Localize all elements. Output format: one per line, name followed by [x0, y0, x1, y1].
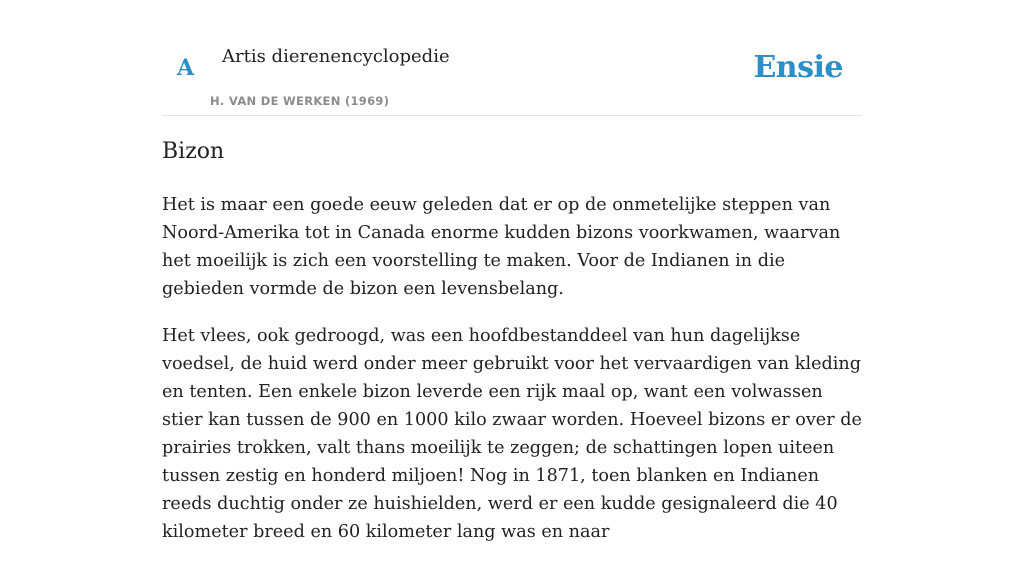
entry-title: Bizon [162, 139, 225, 164]
book-title-link[interactable]: Artis dierenencyclopedie [222, 46, 450, 67]
header [162, 36, 862, 116]
paragraph: Het is maar een goede eeuw geleden dat er op de onmetelijke steppen van Noord-Amerika tot in Canada enorme kudden bizons voorkwamen, waarvan het moeilijk is zich een voorstelling te maken. Voor de Indianen in die gebieden vormde de bizon een levensbelang. [162, 195, 841, 299]
paragraph: Het vlees, ook gedroogd, was een hoofdbestanddeel van hun dagelijkse voedsel, de huid werd onder meer gebruikt voor het vervaardigen van kleding en tenten. Een enkele bizon leverde een rijk maal op, want een volwassen stier kan tussen de 900 en 1000 kilo zwaar worden. Hoeveel bizons er over de prairies trokken, valt thans moeilijk te zeggen; de schattingen lopen uiteen tussen zestig en honderd miljoen! Nog in 1871, toen blanken en Indianen reeds duchtig onder ze huishielden, werd er een kudde gesignaleerd die 40 kilometer breed en 60 kilometer lang was en naar [162, 326, 862, 542]
ensie-logo[interactable]: Ensie [753, 50, 843, 85]
author-credit: H. VAN DE WERKEN (1969) [210, 94, 390, 108]
letter-index-link[interactable]: A [177, 55, 195, 81]
entry-body [162, 191, 867, 565]
